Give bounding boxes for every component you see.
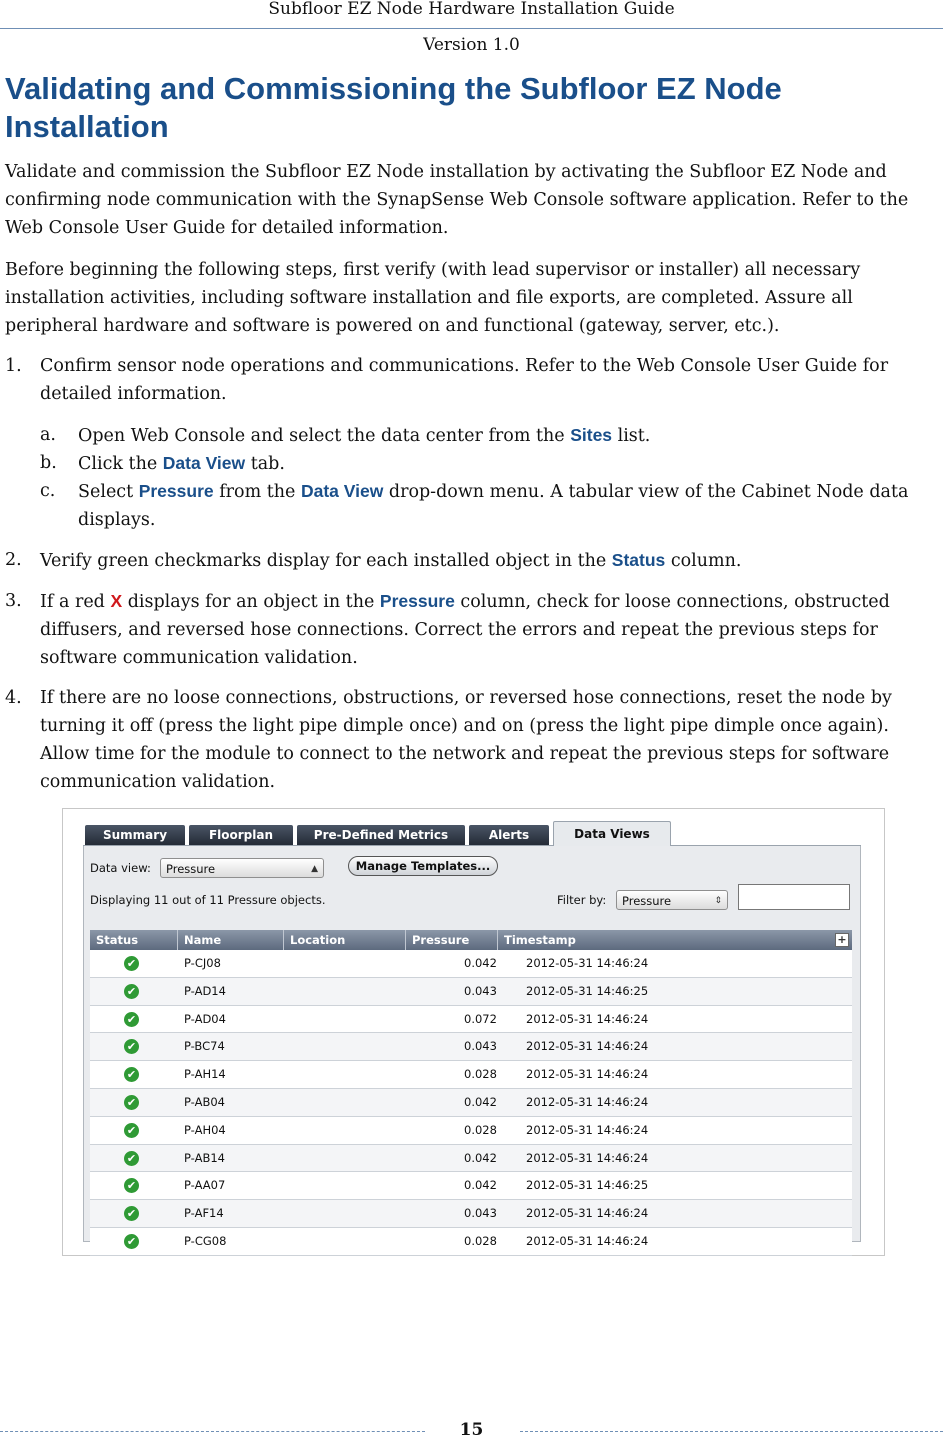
status-ok-check-icon: ✔	[124, 956, 139, 971]
cell-pressure: 0.042	[464, 1178, 497, 1193]
cell-name: P-CJ08	[184, 956, 221, 970]
cell-name: P-AH14	[184, 1067, 226, 1082]
table-row[interactable]	[90, 1172, 852, 1200]
text-segment: displays for an object in the	[122, 592, 380, 612]
cell-name: P-AD14	[184, 983, 226, 998]
column-pressure[interactable]: Pressure	[406, 930, 498, 950]
column-location[interactable]: Location	[284, 930, 406, 950]
text-segment: If a red	[40, 592, 111, 612]
filter-input[interactable]	[738, 884, 850, 910]
cell-timestamp: 2012-05-31 14:46:24	[526, 956, 649, 970]
substep-letter: b.	[40, 453, 57, 473]
step-text: If there are no loose connections, obstructions, or reversed hose connections, reset the node by turning it off (press the light pipe dimple once) and on (press the light pipe dimple once again). Allow time for the module to connect to the network and repeat the previous steps for software communication validation.	[40, 688, 892, 792]
column-status[interactable]: Status	[90, 930, 178, 950]
prerequisite-paragraph: Before beginning the following steps, first verify (with lead supervisor or installer) all necessary installation activities, including software installation and file exports, are completed. Assure all peripheral hardware and software is powered on and functional (gateway, server, etc.).	[5, 260, 861, 336]
data-view-select[interactable]	[160, 858, 324, 878]
substep-text	[78, 477, 940, 534]
cell-timestamp: 2012-05-31 14:46:25	[526, 1178, 649, 1193]
cell-pressure: 0.043	[464, 1206, 497, 1221]
red-x-mark: X	[110, 591, 123, 611]
cell-timestamp: 2012-05-31 14:46:24	[526, 1150, 649, 1165]
cell-name: P-AB04	[184, 1094, 225, 1109]
data-view-screenshot	[62, 808, 885, 1256]
manage-templates-button[interactable]: Manage Templates...	[348, 856, 498, 876]
cell-pressure: 0.043	[464, 1039, 497, 1054]
cell-pressure: 0.042	[464, 956, 497, 970]
displaying-count: Displaying 11 out of 11 Pressure objects.	[90, 893, 326, 907]
cell-timestamp: 2012-05-31 14:46:24	[526, 1206, 649, 1221]
substep-letter: c.	[40, 481, 56, 501]
step-text	[40, 587, 940, 672]
table-row[interactable]	[90, 950, 852, 978]
step-1	[0, 352, 943, 412]
cell-timestamp: 2012-05-31 14:46:24	[526, 1039, 649, 1054]
cell-timestamp: 2012-05-31 14:46:24	[526, 1067, 649, 1082]
step-3	[0, 587, 943, 671]
text-segment: from the	[213, 482, 301, 502]
status-ok-check-icon: ✔	[124, 1039, 139, 1054]
substep-letter: a.	[40, 425, 56, 445]
data-view-value: Pressure	[166, 862, 216, 876]
text-segment: column, check for loose connections, obstructed diffusers, and reversed hose connections. Correct the errors and repeat the previous steps for software communication validation.	[40, 592, 890, 668]
cell-name: P-AA07	[184, 1178, 226, 1193]
tab-summary[interactable]: Summary	[85, 825, 185, 845]
cell-pressure: 0.042	[464, 1094, 497, 1109]
status-ok-check-icon: ✔	[124, 1178, 139, 1193]
status-ok-check-icon: ✔	[124, 1123, 139, 1138]
table-row[interactable]	[90, 1006, 852, 1034]
page-number: 15	[459, 1420, 484, 1440]
status-ok-check-icon: ✔	[124, 1067, 139, 1082]
column-timestamp[interactable]: Timestamp	[504, 933, 576, 947]
add-column-icon[interactable]: +	[835, 933, 849, 947]
cell-timestamp: 2012-05-31 14:46:25	[526, 983, 649, 998]
step-text	[40, 546, 940, 575]
web-console-window	[83, 821, 861, 1248]
ui-keyword: Pressure	[138, 481, 214, 501]
text-segment: column.	[665, 551, 742, 571]
status-ok-check-icon: ✔	[124, 1206, 139, 1221]
status-ok-check-icon: ✔	[124, 1095, 139, 1110]
text-segment: tab.	[245, 454, 285, 474]
tab-pre-defined-metrics[interactable]: Pre-Defined Metrics	[297, 825, 465, 845]
status-ok-check-icon: ✔	[124, 1234, 139, 1249]
step-2	[0, 546, 943, 574]
status-ok-check-icon: ✔	[124, 984, 139, 999]
header-rule	[0, 28, 943, 29]
ui-keyword: Pressure	[379, 591, 455, 611]
cell-pressure: 0.028	[464, 1122, 497, 1137]
table-row[interactable]	[90, 1033, 852, 1061]
column-name[interactable]: Name	[178, 930, 284, 950]
step-1a	[0, 421, 943, 449]
step-4	[0, 684, 943, 796]
table-row[interactable]	[90, 1089, 852, 1117]
table-row[interactable]	[90, 1117, 852, 1145]
filter-select[interactable]	[616, 890, 728, 910]
filter-value: Pressure	[622, 894, 672, 908]
step-number: 4.	[5, 688, 22, 708]
table-row[interactable]	[90, 1228, 852, 1256]
text-segment: Open Web Console and select the data center from the	[78, 426, 571, 446]
header-version: Version 1.0	[423, 35, 520, 55]
updown-arrow-icon: ⇕	[714, 896, 722, 906]
cell-name: P-AF14	[184, 1206, 224, 1221]
cell-timestamp: 2012-05-31 14:46:24	[526, 1094, 649, 1109]
cell-pressure: 0.072	[464, 1011, 497, 1026]
filter-label: Filter by:	[557, 893, 607, 907]
cell-name: P-AH04	[184, 1122, 226, 1137]
ui-keyword: Data View	[162, 453, 246, 473]
cell-name: P-CG08	[184, 1233, 227, 1248]
cell-timestamp: 2012-05-31 14:46:24	[526, 1122, 649, 1137]
text-segment: Click the	[78, 454, 163, 474]
status-ok-check-icon: ✔	[124, 1151, 139, 1166]
table-row[interactable]	[90, 1145, 852, 1173]
updown-arrow-icon: ▲	[311, 864, 318, 874]
substep-text	[78, 421, 940, 450]
running-header	[0, 0, 943, 20]
tab-bar	[83, 821, 861, 846]
cell-name: P-BC74	[184, 1039, 225, 1054]
table-row[interactable]	[90, 1061, 852, 1089]
ui-keyword: Sites	[570, 425, 613, 445]
intro-paragraph: Validate and commission the Subfloor EZ Node installation by activating the Subfloor EZ Node and confirming node communication with the SynapSense Web Console software application. Refer to the Web Console User Guide for detailed information.	[5, 162, 909, 238]
cell-pressure: 0.028	[464, 1233, 497, 1248]
step-number: 3.	[5, 591, 22, 611]
text-segment: Verify green checkmarks display for each installed object in the	[40, 551, 612, 571]
header-title: Subfloor EZ Node Hardware Installation Guide	[268, 0, 675, 19]
cell-name: P-AD04	[184, 1011, 226, 1026]
cell-timestamp: 2012-05-31 14:46:24	[526, 1011, 649, 1026]
substep-text	[78, 449, 940, 478]
table-body	[90, 950, 852, 1256]
cell-name: P-AB14	[184, 1150, 225, 1165]
text-segment: list.	[612, 426, 651, 446]
cell-pressure: 0.042	[464, 1150, 497, 1165]
text-segment: drop-down menu. A tabular view of the Cabinet Node data displays.	[78, 482, 909, 530]
data-views-panel	[83, 846, 861, 1248]
ui-keyword: Data View	[300, 481, 384, 501]
step-1c	[0, 477, 943, 533]
cell-pressure: 0.043	[464, 983, 497, 998]
section-title: Validating and Commissioning the Subfloor EZ Node Installation	[5, 71, 782, 144]
tab-alerts[interactable]: Alerts	[469, 825, 549, 845]
step-1b	[0, 449, 943, 477]
table-header	[90, 930, 852, 950]
step-text: Confirm sensor node operations and communications. Refer to the Web Console User Guide for detailed information.	[40, 356, 889, 404]
data-view-label: Data view:	[90, 861, 151, 875]
step-number: 2.	[5, 550, 22, 570]
table-row[interactable]	[90, 1200, 852, 1228]
table-row[interactable]	[90, 978, 852, 1006]
text-segment: Select	[78, 482, 139, 502]
step-number: 1.	[5, 356, 22, 376]
ui-keyword: Status	[611, 550, 666, 570]
tab-data-views[interactable]: Data Views	[553, 821, 671, 847]
tab-floorplan[interactable]: Floorplan	[189, 825, 293, 845]
cell-pressure: 0.028	[464, 1067, 497, 1082]
cell-timestamp: 2012-05-31 14:46:24	[526, 1233, 649, 1248]
status-ok-check-icon: ✔	[124, 1012, 139, 1027]
